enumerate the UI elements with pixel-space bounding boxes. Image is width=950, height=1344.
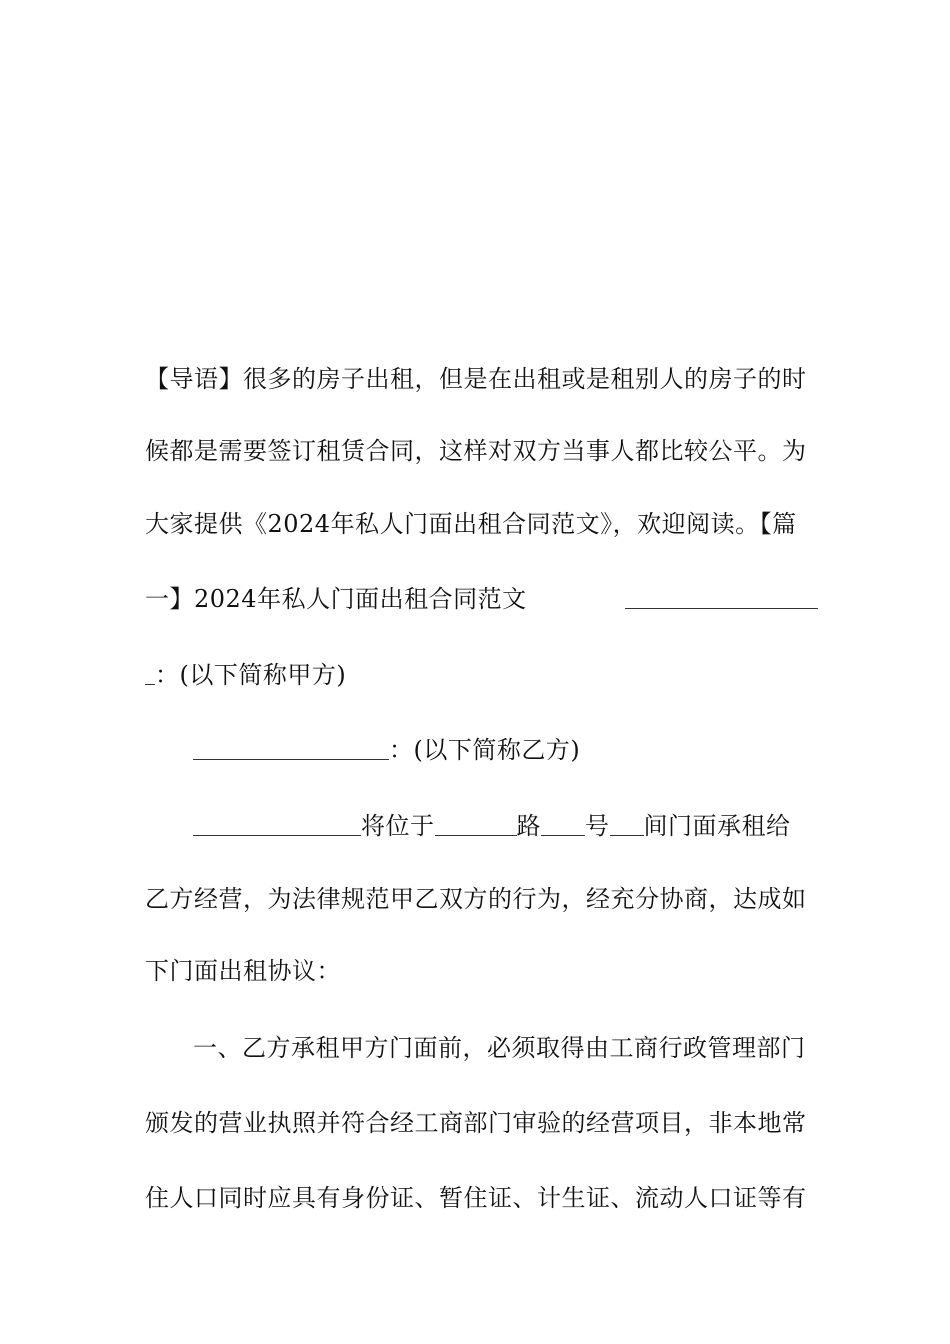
body-line-party-a xyxy=(145,658,810,691)
blank-units xyxy=(610,809,644,836)
location-text: 将位于 xyxy=(361,812,435,840)
blank-party-a xyxy=(625,582,818,609)
body-line: 【导语】很多的房子出租，但是在出租或是租别人的房子的时 xyxy=(145,365,807,393)
body-line: 颁发的营业执照并符合经工商部门审验的经营项目，非本地常 xyxy=(145,1109,807,1137)
body-line: 乙方经营，为法律规范甲乙双方的行为，经充分协商，达成如 xyxy=(145,885,807,913)
body-line: 大家提供《2024年私人门面出租合同范文》，欢迎阅读。【篇 xyxy=(145,510,797,538)
section-heading: 一】2024年私人门面出租合同范文 xyxy=(145,585,527,613)
body-line-heading xyxy=(145,582,810,615)
blank-number xyxy=(541,809,585,836)
party-a-label: ：(以下简称甲方) xyxy=(155,661,347,689)
body-line-location xyxy=(193,809,858,842)
body-line: 住人口同时应具有身份证、暂住证、计生证、流动人口证等有 xyxy=(145,1184,807,1212)
body-line: 下门面出租协议： xyxy=(145,957,341,985)
party-b-label: ：(以下简称乙方) xyxy=(389,736,581,764)
units-text: 间门面承租给 xyxy=(643,812,791,840)
blank-lessor xyxy=(193,809,361,836)
body-line-party-b xyxy=(193,733,858,766)
blank-party-b xyxy=(193,733,389,760)
body-line: 候都是需要签订租赁合同，这样对双方当事人都比较公平。为 xyxy=(145,437,807,465)
body-line: 一、乙方承租甲方门面前，必须取得由工商行政管理部门 xyxy=(193,1034,806,1062)
number-text: 号 xyxy=(585,812,610,840)
blank-road xyxy=(435,809,517,836)
road-text: 路 xyxy=(516,812,541,840)
blank-party-a-cont xyxy=(145,658,155,685)
